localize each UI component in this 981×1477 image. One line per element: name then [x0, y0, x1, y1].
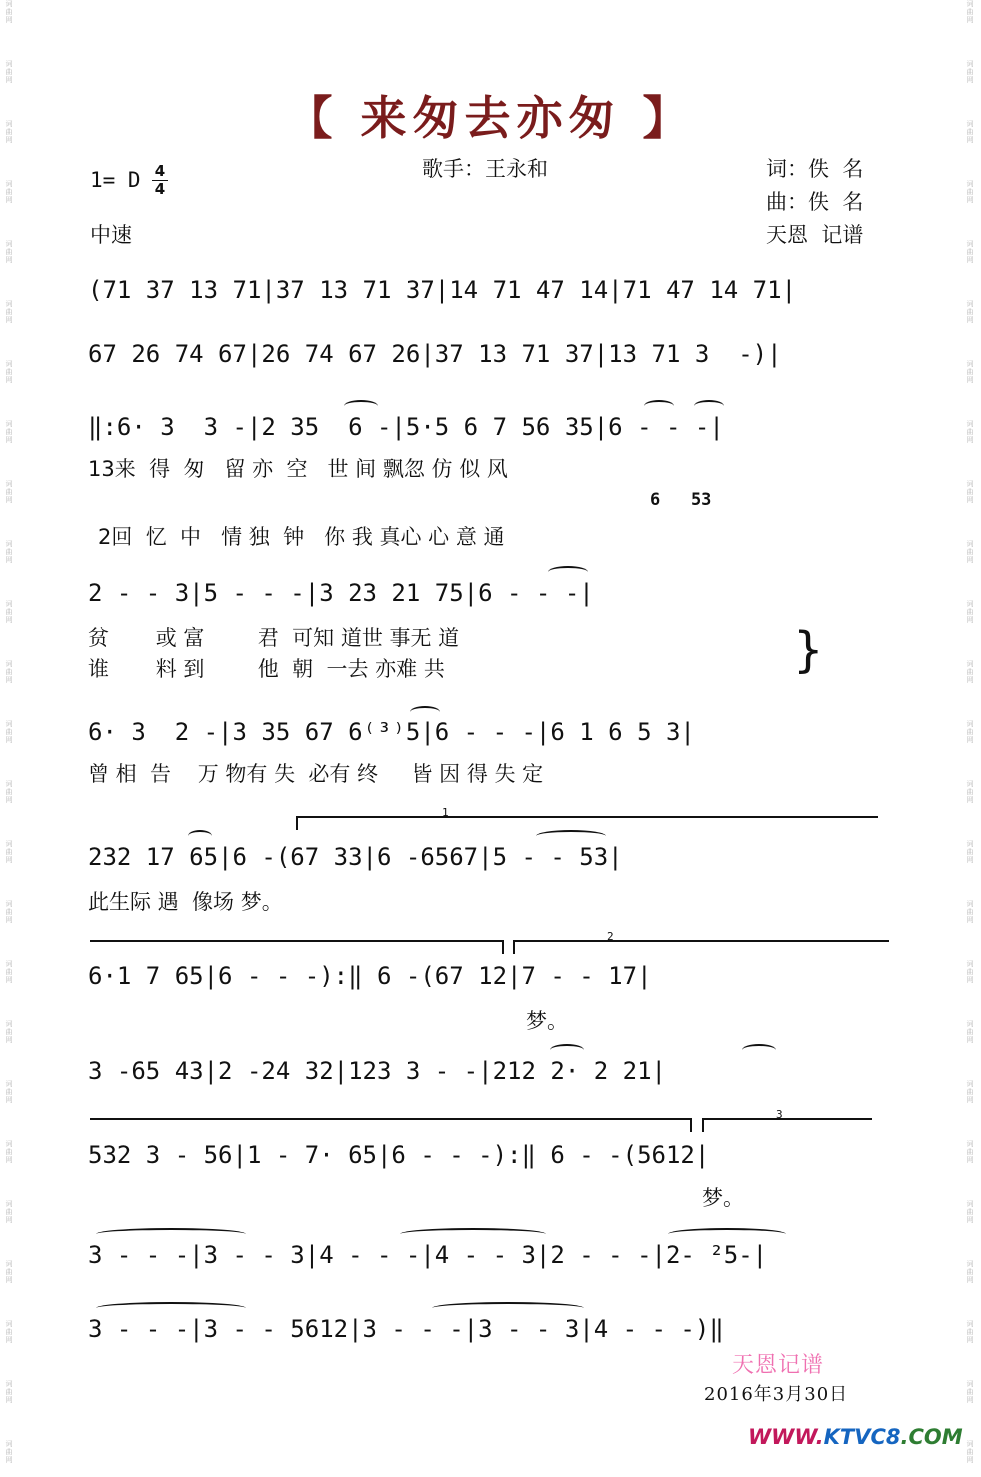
watermark-tag: 词曲网 — [966, 480, 974, 504]
score-line-2: 67 26 74 67|26 74 67 26|37 13 71 37|13 71 3 -)| — [88, 340, 782, 368]
watermark-tag: 词曲网 — [5, 1380, 13, 1404]
watermark-tag: 词曲网 — [5, 480, 13, 504]
watermark-tag: 词曲网 — [966, 240, 974, 264]
slur-mark — [344, 400, 378, 412]
lyrics-verse-1-row: 13来 得 匆 留 亦 空 世 间 飘忽 仿 似 风 — [88, 457, 508, 481]
volta-2-end-tick — [690, 1118, 692, 1132]
transcriber-credit: 天恩 记谱 — [766, 223, 864, 247]
watermark-tag: 词曲网 — [5, 1320, 13, 1344]
score-line-10: 3 - - -|3 - - 3|4 - - -|4 - - 3|2 - - -|2- ²5-| — [88, 1241, 768, 1269]
watermark-tag: 词曲网 — [966, 120, 974, 144]
watermark-tag: 词曲网 — [966, 540, 974, 564]
watermark-tag: 词曲网 — [5, 1020, 13, 1044]
transcription-date: 2016年3月30日 — [704, 1384, 849, 1405]
singer-credit: 歌手：王永和 — [422, 157, 548, 181]
volta-3-label: 3 — [776, 1108, 783, 1121]
watermark-tag: 词曲网 — [5, 1200, 13, 1224]
transcriber-stamp: 天恩记谱 — [732, 1353, 825, 1378]
time-sig-top: 4 — [154, 162, 166, 180]
score-line-1: (71 37 13 71|37 13 71 37|14 71 47 14|71 47 14 71| — [88, 276, 797, 304]
time-signature — [152, 164, 168, 197]
volta-1-tick — [296, 816, 298, 830]
watermark-tag: 词曲网 — [966, 1380, 974, 1404]
score-line-4: 2 - - 3|5 - - -|3 23 21 75|6 - - -| — [88, 579, 594, 607]
watermark-tag: 词曲网 — [5, 660, 13, 684]
lyrics-row-4b: 谁 料 到 他 朝 一去 亦难 共 — [88, 657, 445, 681]
composer-credit: 曲：佚 名 — [766, 190, 864, 214]
watermark-tag: 词曲网 — [5, 1440, 13, 1464]
watermark-tag: 词曲网 — [966, 600, 974, 624]
watermark-tag: 词曲网 — [966, 1140, 974, 1164]
slur-mark — [536, 830, 606, 842]
lyrics-row-4a: 贫 或 富 君 可知 道世 事无 道 — [88, 626, 460, 650]
watermark-tag: 词曲网 — [5, 900, 13, 924]
lyrics-row-7: 梦。 — [526, 1009, 568, 1033]
watermark-tag: 词曲网 — [966, 960, 974, 984]
watermark-tag: 词曲网 — [5, 1260, 13, 1284]
slur-mark — [410, 706, 440, 718]
score-line-8: 3 -65 43|2 -24 32|123 3 - -|212 2· 2 21| — [88, 1057, 666, 1085]
watermark-tag: 词曲网 — [966, 1080, 974, 1104]
watermark-tag: 词曲网 — [5, 720, 13, 744]
watermark-tag: 词曲网 — [966, 1320, 974, 1344]
watermark-tag: 词曲网 — [966, 840, 974, 864]
lyrics-row-5: 曾 相 告 万 物有 失 必有 终 皆 因 得 失 定 — [88, 762, 544, 786]
volta-3-tick — [702, 1118, 704, 1132]
watermark-tag: 词曲网 — [966, 1020, 974, 1044]
key-signature: 1= D — [90, 168, 141, 192]
watermark-tag: 词曲网 — [5, 780, 13, 804]
watermark-tag: 词曲网 — [5, 600, 13, 624]
watermark-tag: 词曲网 — [5, 180, 13, 204]
watermark-tag: 词曲网 — [5, 540, 13, 564]
watermark-tag: 词曲网 — [966, 1260, 974, 1284]
score-line-11: 3 - - -|3 - - 5612|3 - - -|3 - - 3|4 - - -)‖ — [88, 1315, 724, 1343]
right-watermark-strip — [961, 0, 981, 1477]
slur-mark — [742, 1044, 776, 1056]
tie-mark — [400, 1228, 546, 1240]
lyrics-brace: } — [793, 622, 824, 678]
lyrics-row-6: 此生际 遇 像场 梦。 — [88, 890, 283, 914]
volta-1-label: 1 — [442, 806, 449, 819]
watermark-tag: 词曲网 — [966, 780, 974, 804]
watermark-tag: 词曲网 — [5, 60, 13, 84]
watermark-tag: 词曲网 — [5, 840, 13, 864]
watermark-tag: 词曲网 — [5, 1080, 13, 1104]
lyrics-alt-notes: 6 53 — [650, 490, 712, 510]
site-url[interactable] — [748, 1425, 963, 1449]
tie-mark — [96, 1228, 246, 1240]
volta-2-tick — [513, 940, 515, 954]
watermark-tag: 词曲网 — [966, 360, 974, 384]
slur-mark — [694, 400, 724, 412]
volta-1-bracket — [296, 816, 878, 818]
watermark-tag: 词曲网 — [966, 420, 974, 444]
song-title: 【 来匆去亦匆 】 — [286, 91, 695, 145]
score-line-5: 6· 3 2 -|3 35 67 6⁽³⁾5|6 - - -|6 1 6 5 3| — [88, 718, 695, 746]
lyrics-row-9: 梦。 — [702, 1186, 744, 1210]
lyrics-verse-2-row: 2回 忆 中 情 独 钟 你 我 真心 心 意 通 — [98, 525, 505, 549]
tie-mark — [668, 1228, 786, 1240]
watermark-tag: 词曲网 — [5, 120, 13, 144]
volta-3-bracket — [702, 1118, 872, 1120]
tie-mark — [432, 1302, 584, 1314]
volta-1-end-tick — [502, 940, 504, 954]
volta-2-end-bracket — [90, 1118, 692, 1120]
volta-1-end-bracket — [90, 940, 504, 942]
watermark-tag: 词曲网 — [5, 960, 13, 984]
watermark-tag: 词曲网 — [5, 240, 13, 264]
tempo-marking: 中速 — [90, 223, 132, 247]
watermark-tag: 词曲网 — [966, 900, 974, 924]
url-domain: KTVC8 — [823, 1425, 901, 1449]
score-line-7: 6·1 7 65|6 - - -):‖ 6 -(67 12|7 - - 17| — [88, 962, 652, 990]
url-prefix: WWW. — [748, 1425, 824, 1449]
slur-mark — [548, 566, 588, 578]
volta-2-label: 2 — [607, 930, 614, 943]
time-sig-bottom: 4 — [154, 180, 166, 198]
slur-mark — [550, 1044, 584, 1056]
slur-mark — [188, 830, 212, 842]
watermark-tag: 词曲网 — [966, 300, 974, 324]
watermark-tag: 词曲网 — [966, 60, 974, 84]
left-watermark-strip — [0, 0, 20, 1477]
url-suffix: .COM — [900, 1425, 963, 1449]
lyricist-credit: 词：佚 名 — [766, 157, 864, 181]
watermark-tag: 词曲网 — [5, 360, 13, 384]
volta-2-bracket — [513, 940, 889, 942]
score-line-6: 232 17 65|6 -(67 33|6 -6567|5 - - 53| — [88, 843, 623, 871]
watermark-tag: 词曲网 — [5, 0, 13, 24]
watermark-tag: 词曲网 — [966, 0, 974, 24]
watermark-tag: 词曲网 — [966, 1200, 974, 1224]
watermark-tag: 词曲网 — [966, 180, 974, 204]
watermark-tag: 词曲网 — [5, 300, 13, 324]
score-line-3: ‖:6· 3 3 -|2 35 6 -|5·5 6 7 56 35|6 - - -| — [88, 413, 724, 441]
watermark-tag: 词曲网 — [5, 1140, 13, 1164]
slur-mark — [644, 400, 674, 412]
tie-mark — [96, 1302, 246, 1314]
watermark-tag: 词曲网 — [5, 420, 13, 444]
watermark-tag: 词曲网 — [966, 720, 974, 744]
score-line-9: 532 3 - 56|1 - 7· 65|6 - - -):‖ 6 - -(5612| — [88, 1141, 710, 1169]
watermark-tag: 词曲网 — [966, 660, 974, 684]
watermark-tag: 词曲网 — [966, 1440, 974, 1464]
